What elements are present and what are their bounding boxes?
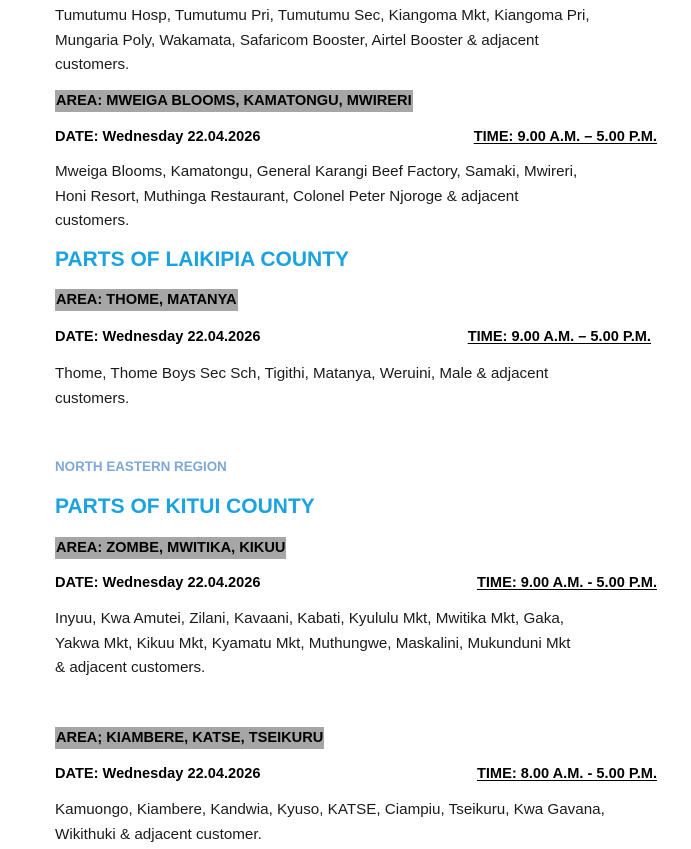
area-label: AREA: ZOMBE, MWITIKA, KIKUU [55,537,286,559]
paragraph-line: Yakwa Mkt, Kikuu Mkt, Kyamatu Mkt, Muthungwe, Maskalini, Mukunduni Mkt [55,634,571,652]
region-heading [55,458,657,476]
area-label: AREA: THOME, MATANYA [55,289,238,311]
area-heading-zombe [55,537,657,559]
paragraph-line: Wikithuki & adjacent customer. [55,825,262,843]
time-label: TIME: 9.00 A.M. – 5.00 P.M. [467,329,651,345]
date-label: DATE: Wednesday 22.04.2026 [55,129,261,145]
date-label: DATE: Wednesday 22.04.2026 [55,575,261,591]
laikipia-paragraph [55,362,657,411]
paragraph-line: Kamuongo, Kiambere, Kandwia, Kyuso, KATSE, Ciampiu, Tseikuru, Kwa Gavana, [55,801,605,818]
area-label: AREA; KIAMBERE, KATSE, TSEIKURU [55,727,324,749]
paragraph-line: Mungaria Poly, Wakamata, Safaricom Booster, Airtel Booster & adjacent [55,31,539,49]
intro-paragraph [55,4,657,78]
county-heading-kitui [55,493,657,521]
date-label: DATE: Wednesday 22.04.2026 [55,766,261,782]
county-heading-laikipia [55,246,657,274]
paragraph-line: Honi Resort, Muthinga Restaurant, Colonel Peter Njoroge & adjacent [55,187,519,205]
date-time-row [55,327,651,347]
area-heading-thome [55,289,657,311]
paragraph-line: customers. [55,56,130,73]
kiambere-paragraph [55,798,657,847]
county-title: PARTS OF LAIKIPIA COUNTY [55,248,349,271]
time-label: TIME: 9.00 A.M. – 5.00 P.M. [473,129,657,145]
date-label: DATE: Wednesday 22.04.2026 [55,329,261,345]
paragraph-line: Tumutumu Hosp, Tumutumu Pri, Tumutumu Sec, Kiangoma Mkt, Kiangoma Pri, [55,7,590,24]
date-time-row [55,127,657,147]
paragraph-line: Inyuu, Kwa Amutei, Zilani, Kavaani, Kabati, Kyululu Mkt, Mwitika Mkt, Gaka, [55,610,564,627]
area-heading-kiambere [55,727,657,749]
date-time-row [55,573,657,593]
mweiga-paragraph [55,160,657,234]
county-title: PARTS OF KITUI COUNTY [55,495,315,518]
area-heading-mweiga [55,90,657,112]
time-label: TIME: 8.00 A.M. - 5.00 P.M. [476,766,657,782]
paragraph-line: Mweiga Blooms, Kamatongu, General Karangi Beef Factory, Samaki, Mwireri, [55,163,578,180]
region-label: NORTH EASTERN REGION [55,459,227,474]
time-label: TIME: 9.00 A.M. - 5.00 P.M. [476,575,657,591]
paragraph-line: customers. [55,389,130,407]
paragraph-line: Thome, Thome Boys Sec Sch, Tigithi, Matanya, Weruini, Male & adjacent [55,365,549,382]
paragraph-line: & adjacent customers. [55,659,206,676]
area-label: AREA: MWEIGA BLOOMS, KAMATONGU, MWIRERI [55,90,413,112]
paragraph-line: customers. [55,212,130,229]
date-time-row [55,764,657,784]
zombe-paragraph [55,607,657,681]
